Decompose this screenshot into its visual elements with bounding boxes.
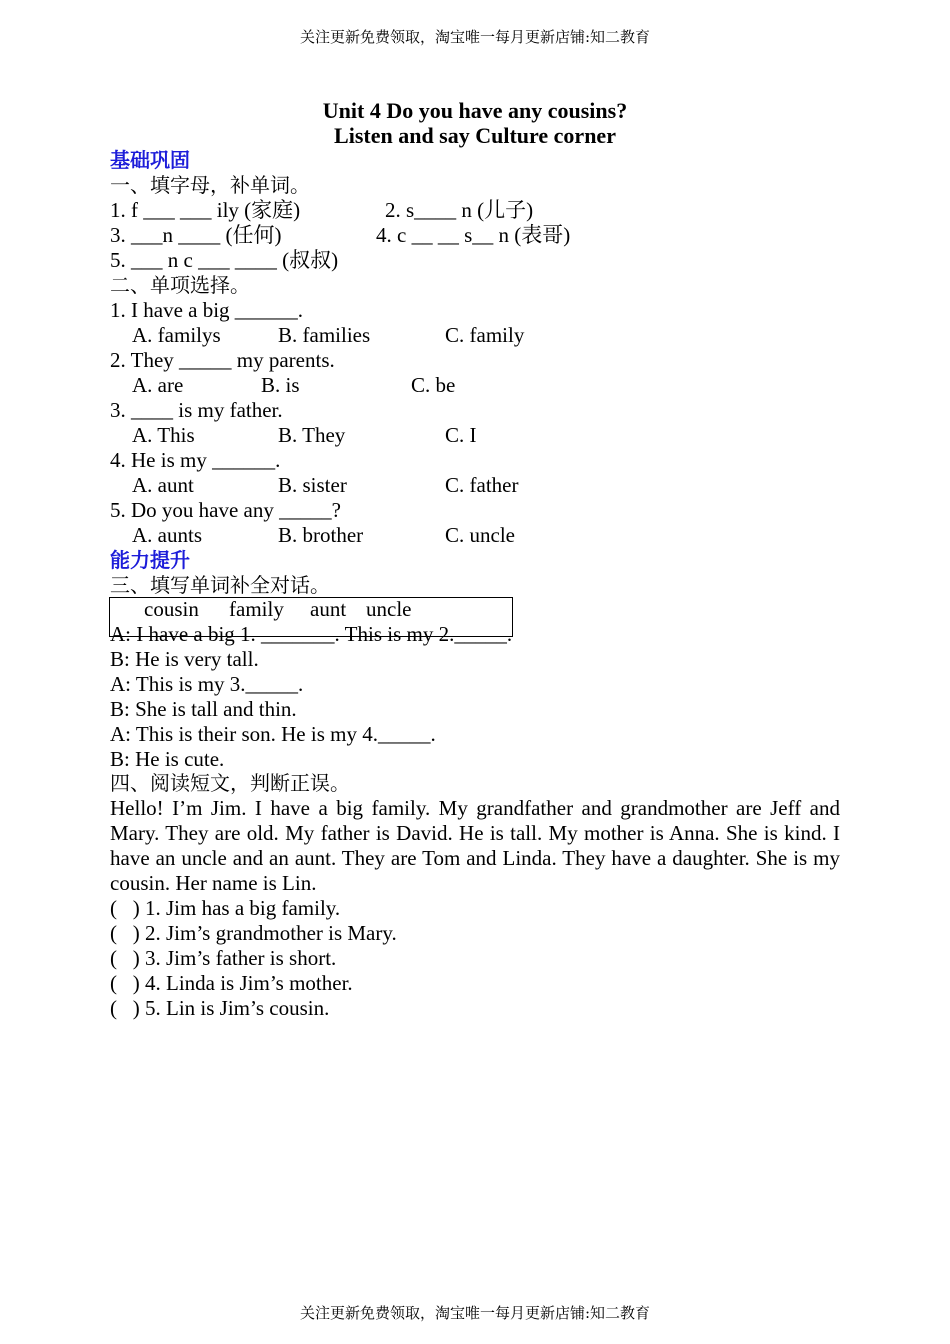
dialogue-line-1: A: I have a big 1. _______. This is my 2._____. (110, 622, 513, 646)
part2-heading: 二、单项选择。 (110, 273, 250, 297)
part2-q2-option-a: A. are (132, 373, 184, 397)
word-bank-family: family (229, 597, 284, 621)
part2-q5-option-a: A. aunts (132, 523, 202, 547)
statement-5: ( ) 5. Lin is Jim’s cousin. (110, 996, 330, 1020)
section-basic-heading: 基础巩固 (110, 148, 190, 172)
section-advanced-heading: 能力提升 (110, 548, 190, 572)
part1-item-2: 2. s____ n (儿子) (385, 198, 534, 222)
dialogue-line-4: B: She is tall and thin. (110, 697, 297, 721)
statement-4: ( ) 4. Linda is Jim’s mother. (110, 971, 353, 995)
part1-heading: 一、填字母，补单词。 (110, 173, 310, 197)
part2-question-3: 3. ____ is my father. (110, 398, 283, 422)
part1-item-5: 5. ___ n c ___ ____ (叔叔) (110, 248, 339, 272)
part2-q1-option-a: A. familys (132, 323, 221, 347)
statement-3: ( ) 3. Jim’s father is short. (110, 946, 337, 970)
part1-item-4: 4. c __ __ s__ n (表哥) (376, 223, 571, 247)
part2-q2-option-c: C. be (411, 373, 456, 397)
part2-q3-option-c: C. I (445, 423, 477, 447)
word-bank-aunt: aunt (310, 597, 347, 621)
part2-q1-option-b: B. families (278, 323, 371, 347)
dialogue-line-5: A: This is their son. He is my 4._____. (110, 722, 436, 746)
word-bank-uncle: uncle (366, 597, 412, 621)
footer-note: 关注更新免费领取，淘宝唯一每月更新店铺:知二教育 (299, 1304, 651, 1322)
statement-2: ( ) 2. Jim’s grandmother is Mary. (110, 921, 397, 945)
statement-1: ( ) 1. Jim has a big family. (110, 896, 341, 920)
part2-q4-option-c: C. father (445, 473, 519, 497)
part2-q3-option-b: B. They (278, 423, 346, 447)
dialogue-line-3: A: This is my 3._____. (110, 672, 304, 696)
part2-q2-option-b: B. is (261, 373, 300, 397)
part2-q3-option-a: A. This (132, 423, 195, 447)
part2-q4-option-b: B. sister (278, 473, 347, 497)
part3-heading: 三、填写单词补全对话。 (110, 573, 330, 597)
title-line-1: Unit 4 Do you have any cousins? (322, 98, 628, 123)
part2-q4-option-a: A. aunt (132, 473, 194, 497)
part2-question-1: 1. I have a big ______. (110, 298, 304, 322)
part2-question-4: 4. He is my ______. (110, 448, 281, 472)
title-line-2: Listen and say Culture corner (334, 123, 616, 148)
part2-question-5: 5. Do you have any _____? (110, 498, 341, 522)
dialogue-line-2: B: He is very tall. (110, 647, 259, 671)
reading-passage: Hello! I’m Jim. I have a big family. My grandfather and grandmother are Jeff and Mary. They are old. My father is David. He is tall. My mother is Anna. She is kind. I have an uncle and an aunt. They are Tom and Linda. They have a daughter. She is my cousin. Her name is Lin. (110, 796, 840, 895)
dialogue-line-6: B: He is cute. (110, 747, 225, 771)
part2-q1-option-c: C. family (445, 323, 525, 347)
part2-q5-option-b: B. brother (278, 523, 364, 547)
part1-item-1: 1. f ___ ___ ily (家庭) (110, 198, 301, 222)
header-note: 关注更新免费领取，淘宝唯一每月更新店铺:知二教育 (299, 28, 651, 46)
part2-q5-option-c: C. uncle (445, 523, 515, 547)
part2-question-2: 2. They _____ my parents. (110, 348, 335, 372)
word-bank-cousin: cousin (144, 597, 199, 621)
part4-heading: 四、阅读短文，判断正误。 (110, 771, 350, 795)
part1-item-3: 3. ___n ____ (任何) (110, 223, 282, 247)
